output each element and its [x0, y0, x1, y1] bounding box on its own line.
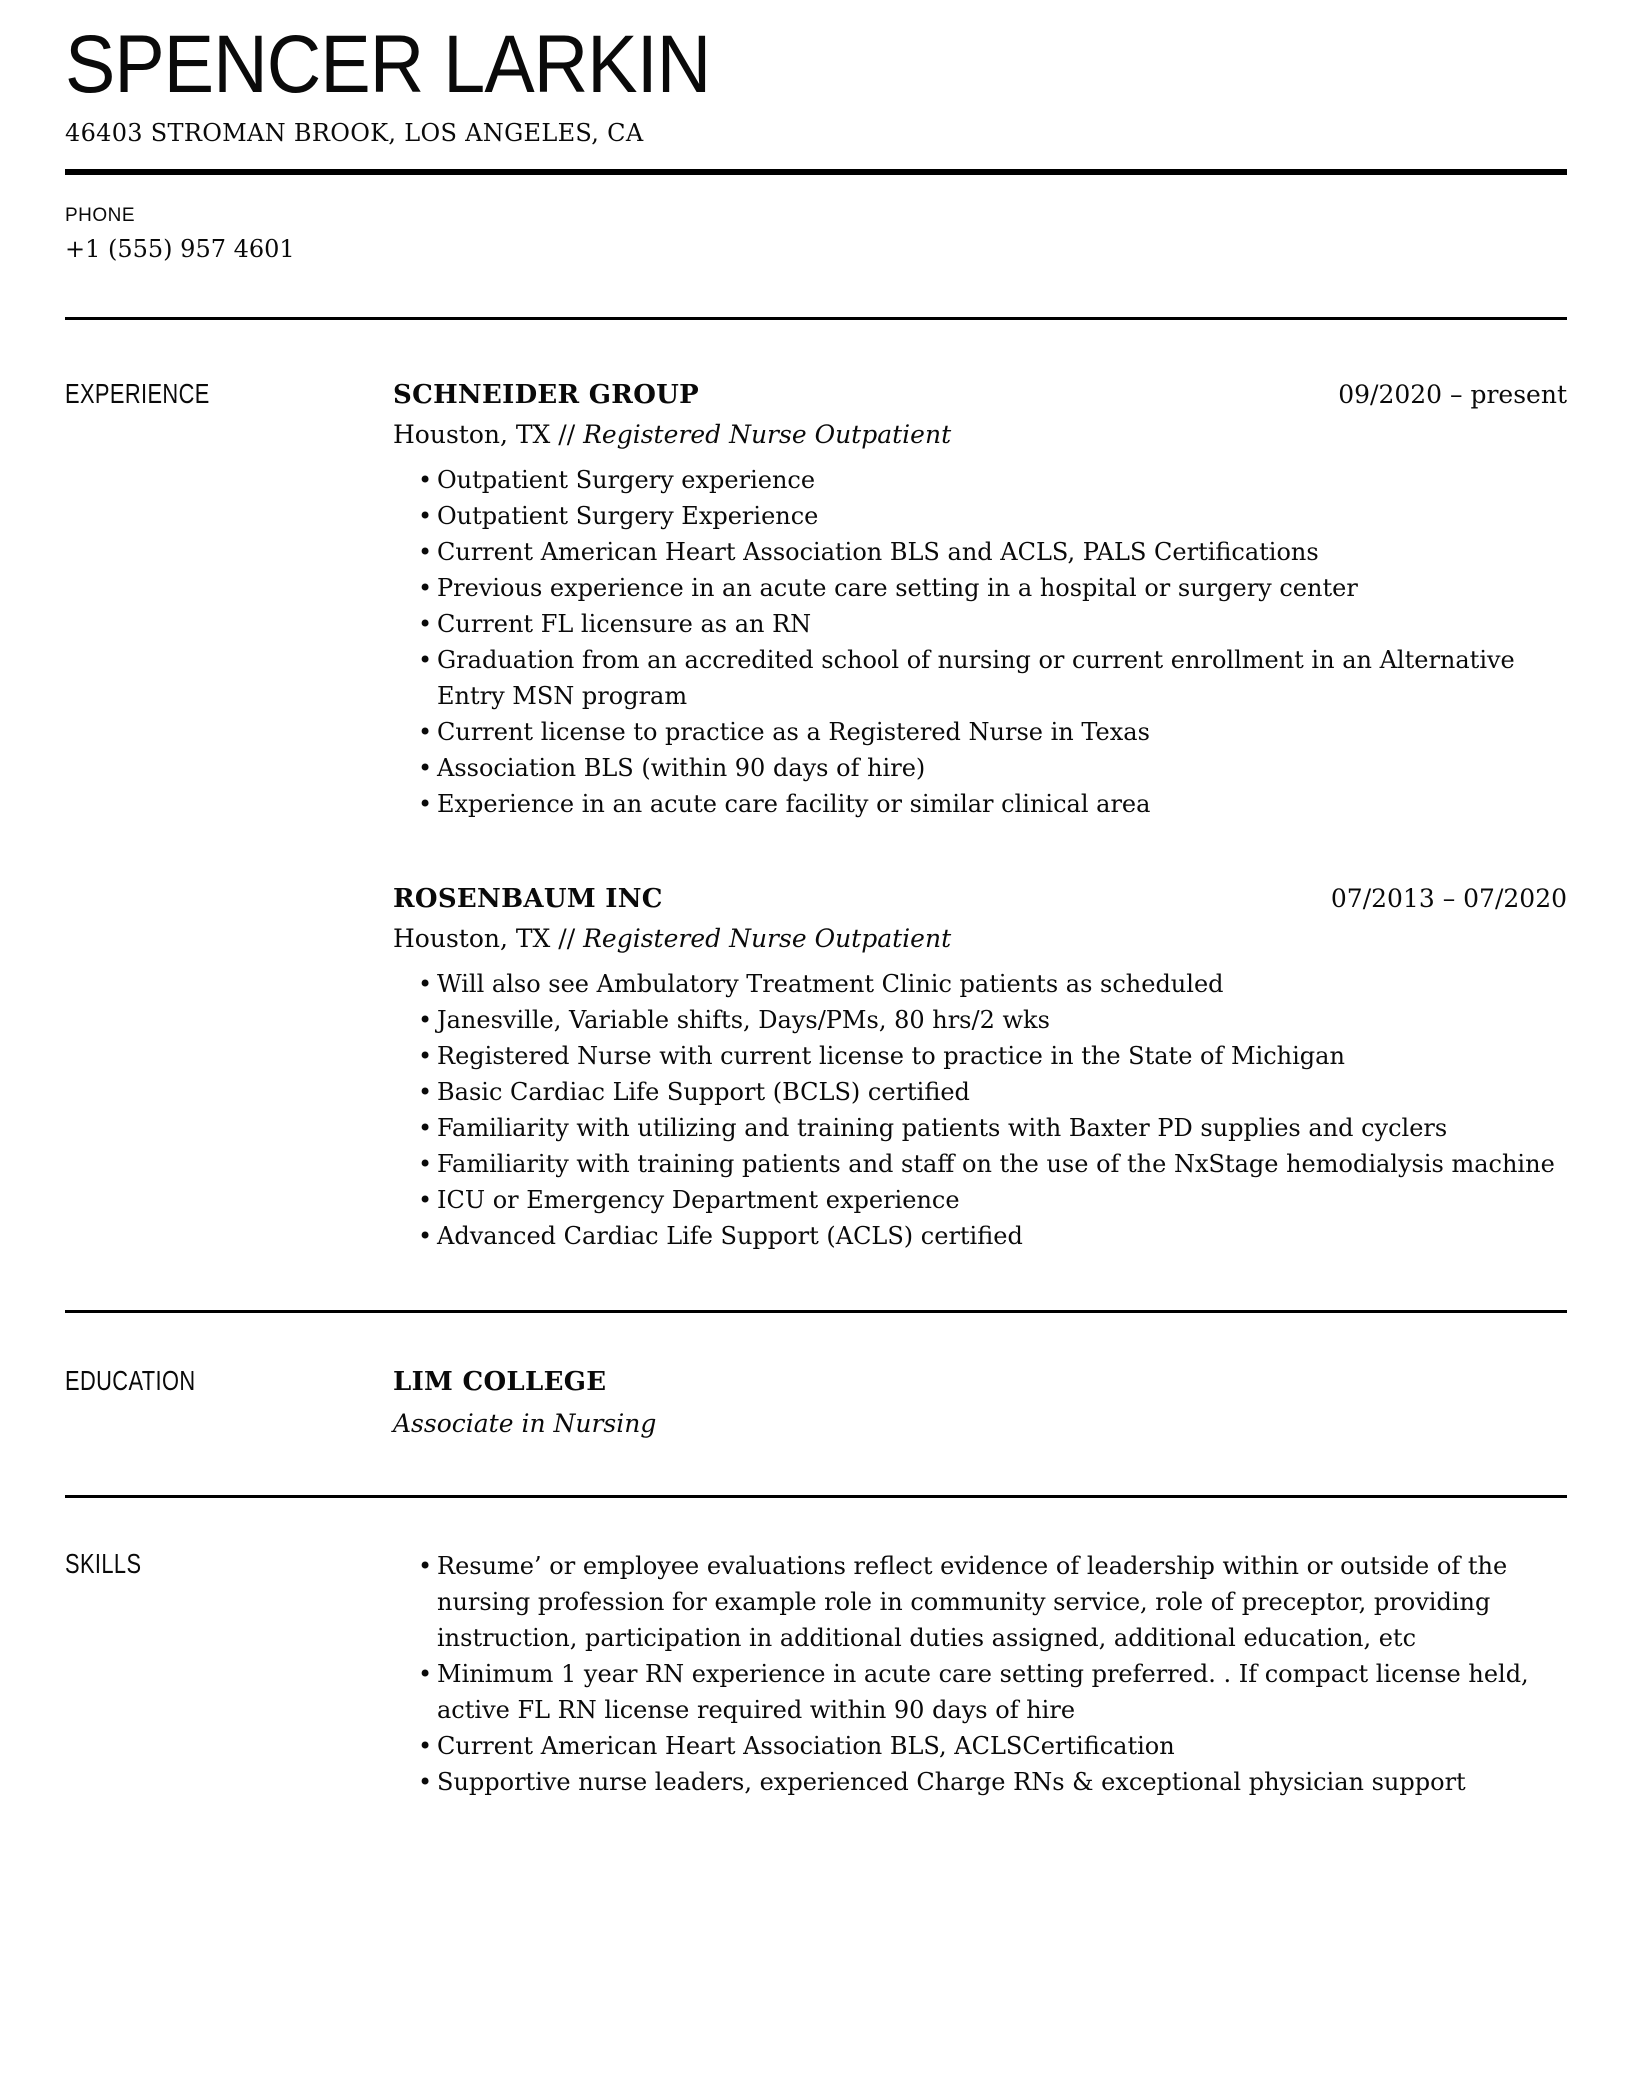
bullet-item: • Will also see Ambulatory Treatment Clinic patients as scheduled: [393, 966, 1567, 1002]
job-location: Houston, TX //: [393, 924, 584, 953]
job-entry: [393, 378, 1567, 822]
skills-bullet-list: [393, 1548, 1567, 1800]
job-subtitle: [393, 418, 1567, 452]
job-subtitle: [393, 922, 1567, 956]
bullet-item: • Supportive nurse leaders, experienced Charge RNs & exceptional physician support: [393, 1764, 1567, 1800]
job-dates: 09/2020 – present: [1338, 380, 1567, 409]
bullet-item: • Current American Heart Association BLS and ACLS, PALS Certifications: [393, 534, 1567, 570]
bullet-item: • Resume’ or employee evaluations reflect evidence of leadership within or outside of the nursing profession for example role in community service, role of preceptor, providing instruction, participation in additional duties assigned, additional education, etc: [393, 1548, 1567, 1656]
header-divider: [65, 169, 1567, 175]
degree-name: Associate in Nursing: [393, 1409, 657, 1438]
phone-label: PHONE: [65, 205, 136, 226]
education-label: EDUCATION: [65, 1365, 196, 1396]
bullet-item: • ICU or Emergency Department experience: [393, 1182, 1567, 1218]
job-bullet-list: [393, 966, 1567, 1254]
job-dates: 07/2013 – 07/2020: [1330, 884, 1567, 913]
bullet-item: • Registered Nurse with current license to practice in the State of Michigan: [393, 1038, 1567, 1074]
bullet-item: • Previous experience in an acute care setting in a hospital or surgery center: [393, 570, 1567, 606]
job-role: Registered Nurse Outpatient: [583, 924, 952, 953]
contact-block: [65, 205, 1567, 263]
bullet-item: • Outpatient Surgery experience: [393, 462, 1567, 498]
bullet-item: • Current FL licensure as an RN: [393, 606, 1567, 642]
experience-content: [393, 378, 1567, 1254]
job-bullet-list: [393, 462, 1567, 822]
company-name: SCHNEIDER GROUP: [393, 380, 699, 410]
job-role: Registered Nurse Outpatient: [583, 420, 952, 449]
candidate-address: 46403 STROMAN BROOK, LOS ANGELES, CA: [65, 119, 644, 147]
bullet-item: • Janesville, Variable shifts, Days/PMs, 80 hrs/2 wks: [393, 1002, 1567, 1038]
school-name: LIM COLLEGE: [393, 1367, 607, 1397]
experience-section: [65, 320, 1567, 1254]
skills-content: [393, 1548, 1567, 1800]
bullet-item: • Current license to practice as a Registered Nurse in Texas: [393, 714, 1567, 750]
bullet-item: • Experience in an acute care facility or similar clinical area: [393, 786, 1567, 822]
skills-section: [65, 1498, 1567, 1800]
job-header: [393, 378, 1567, 412]
skills-label: SKILLS: [65, 1548, 142, 1579]
job-header: [393, 882, 1567, 916]
candidate-name: SPENCER LARKIN: [65, 19, 711, 110]
bullet-item: • Association BLS (within 90 days of hire): [393, 750, 1567, 786]
experience-label: EXPERIENCE: [65, 378, 210, 409]
bullet-item: • Familiarity with training patients and staff on the use of the NxStage hemodialysis machine: [393, 1146, 1567, 1182]
education-section: [65, 1313, 1567, 1441]
bullet-item: • Basic Cardiac Life Support (BCLS) certified: [393, 1074, 1567, 1110]
bullet-item: • Advanced Cardiac Life Support (ACLS) certified: [393, 1218, 1567, 1254]
job-entry: [393, 882, 1567, 1254]
bullet-item: • Outpatient Surgery Experience: [393, 498, 1567, 534]
education-content: [393, 1365, 1567, 1441]
job-location: Houston, TX //: [393, 420, 584, 449]
bullet-item: • Graduation from an accredited school of nursing or current enrollment in an Alternative Entry MSN program: [393, 642, 1567, 714]
bullet-item: • Familiarity with utilizing and training patients with Baxter PD supplies and cyclers: [393, 1110, 1567, 1146]
bullet-item: • Current American Heart Association BLS, ACLSCertification: [393, 1728, 1567, 1764]
phone-value: +1 (555) 957 4601: [65, 235, 295, 263]
company-name: ROSENBAUM INC: [393, 884, 663, 914]
bullet-item: • Minimum 1 year RN experience in acute care setting preferred. . If compact license held, active FL RN license required within 90 days of hire: [393, 1656, 1567, 1728]
